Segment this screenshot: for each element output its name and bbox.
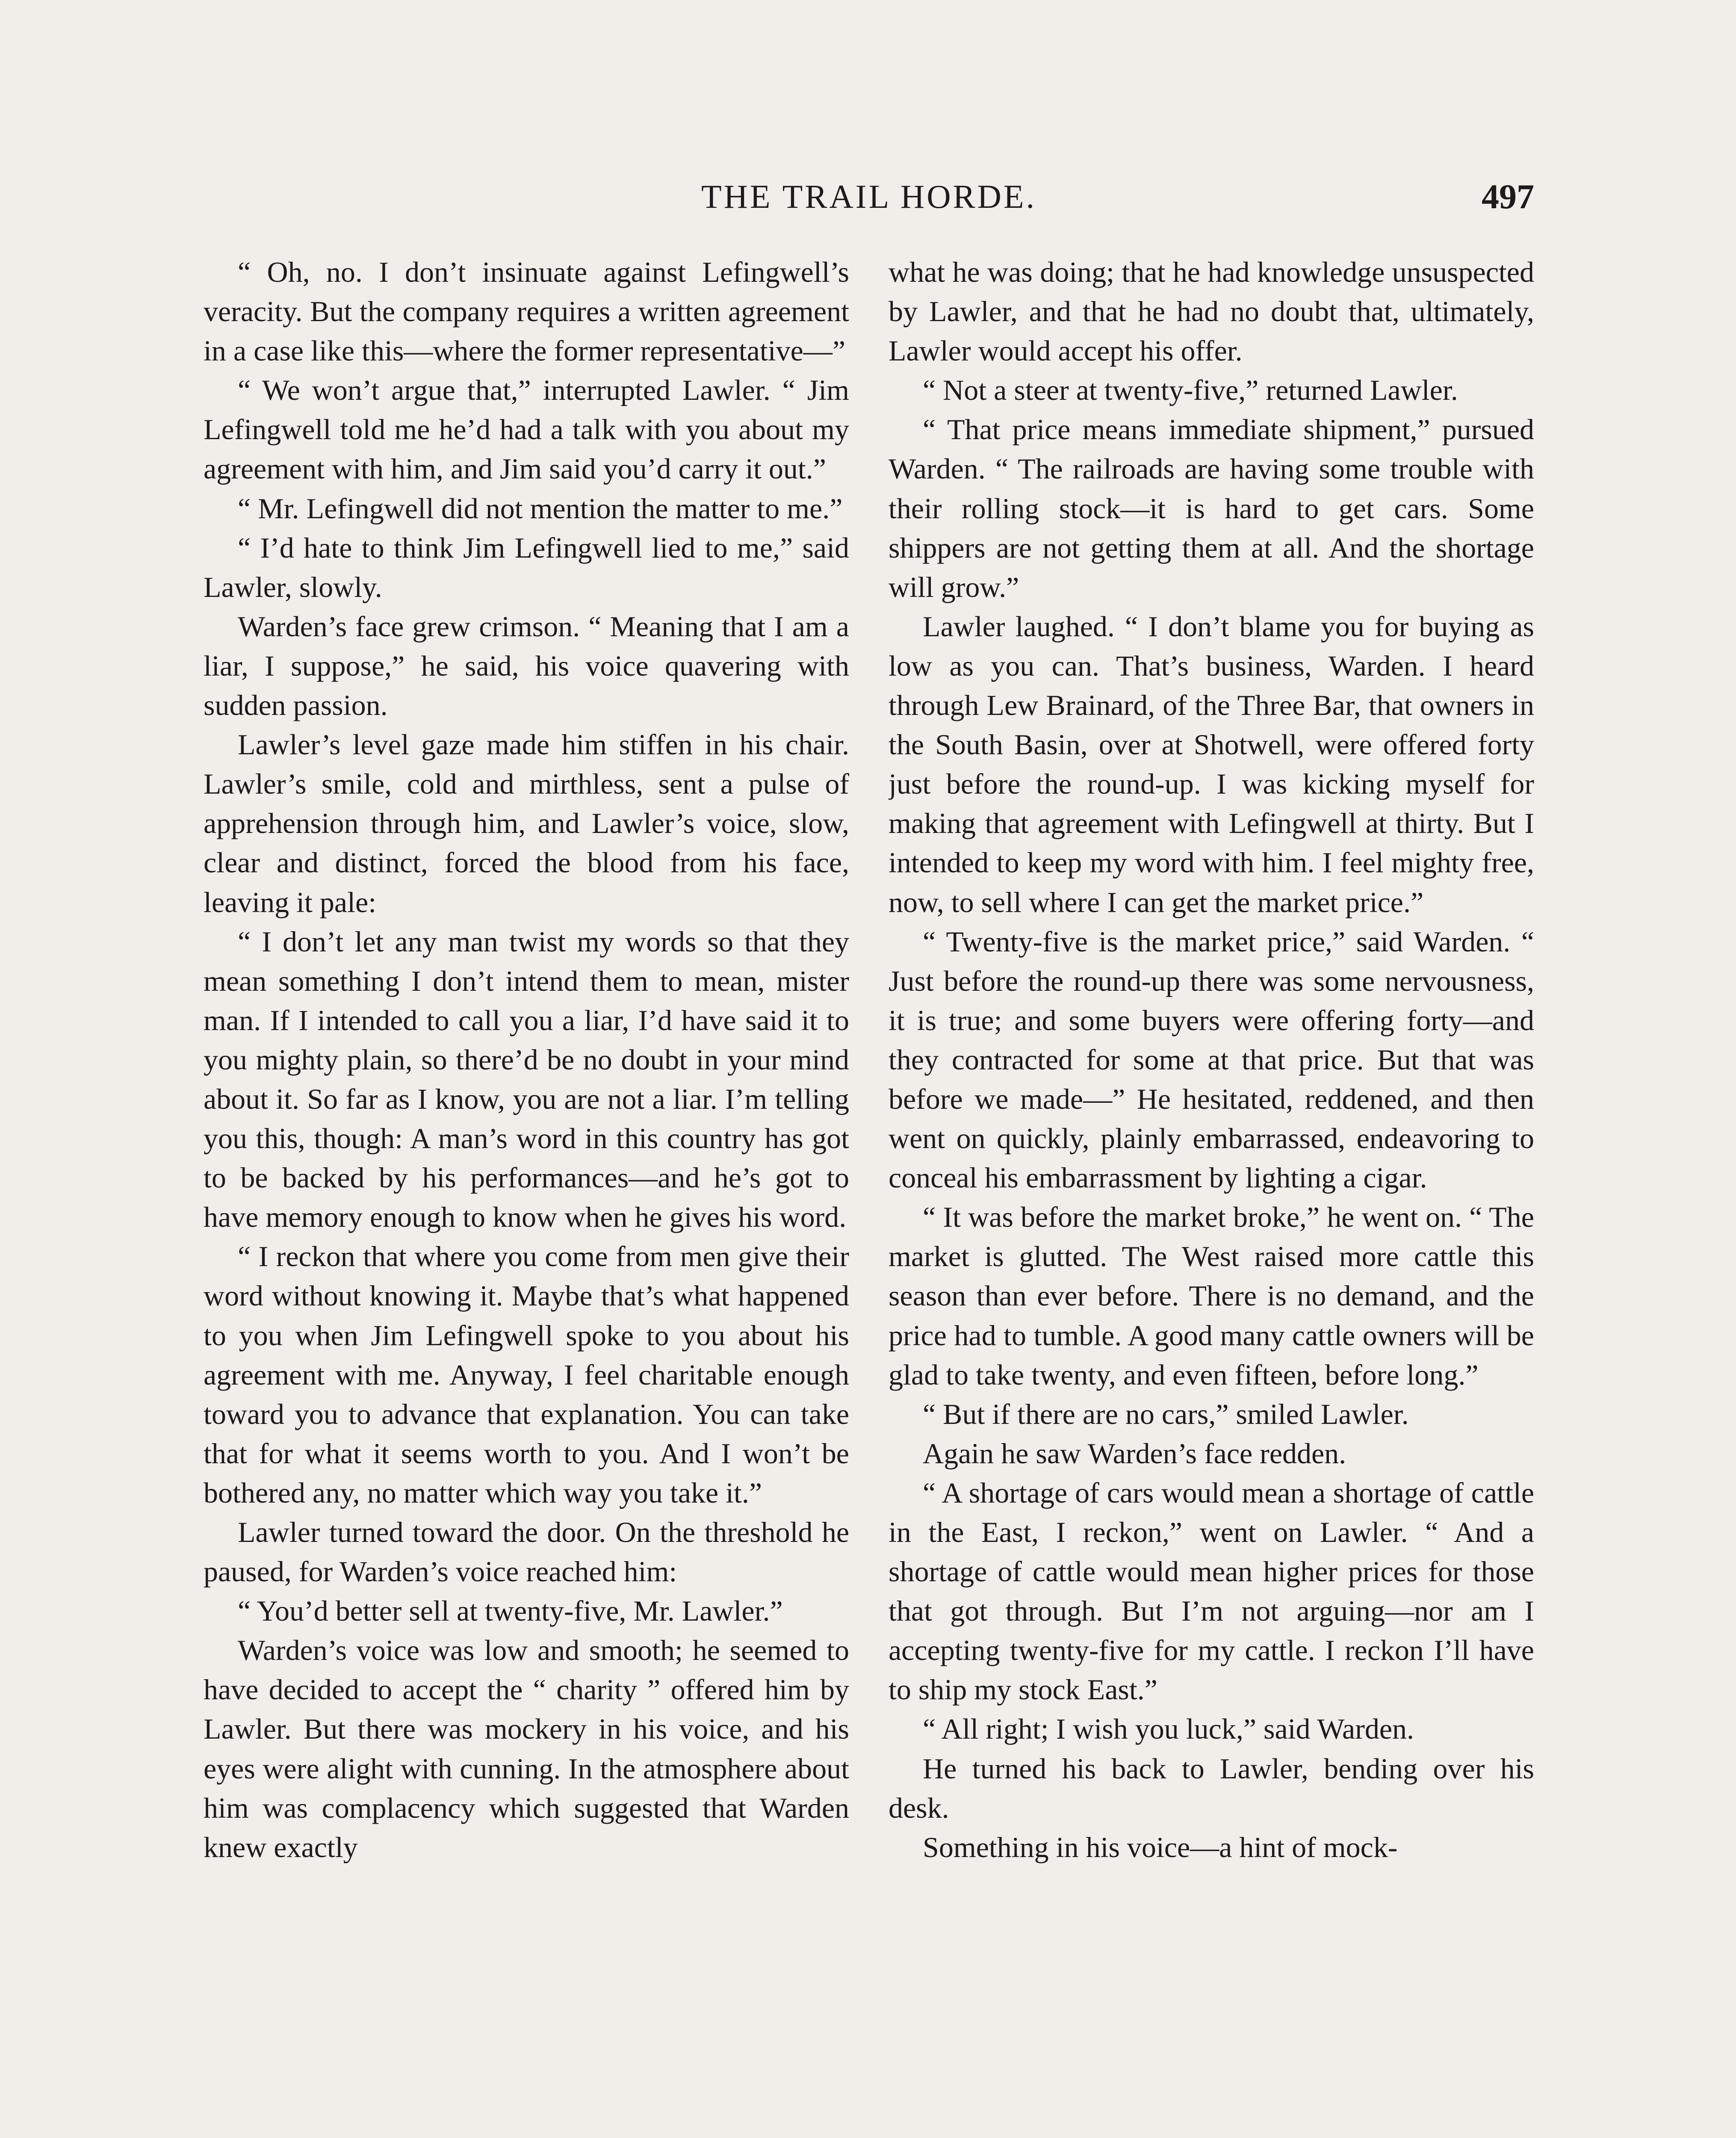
paragraph: “ I reckon that where you come from men give their word without knowing it. Maybe that’s what happened to you when Jim Lefingwell spoke to you about his agreement with me. Anyway, I feel charitable enough toward you to advance that explanation. You can take that for what it seems worth to you. And I won’t be bothered any, no matter which way you take it.” [204,1240,849,1509]
paragraph: “ You’d better sell at twenty-five, Mr. Lawler.” [238,1595,783,1627]
continued-paragraph: what he was doing; that he had knowledge unsuspected by Lawler, and that he had no doubt that, ultimately, Lawler would accept his offer. [889,256,1534,367]
left-column [204,252,849,2138]
paragraph: Lawler turned toward the door. On the threshold he paused, for Warden’s voice reached him: [204,1516,849,1588]
running-title: THE TRAIL HORDE. [701,178,1037,215]
paragraph: “ Oh, no. I don’t insinuate against Lefingwell’s veracity. But the company requires a written agreement in a case like this—where the former representative—” [204,256,849,367]
paragraph: “ Not a steer at twenty-five,” returned Lawler. [923,374,1458,407]
paragraph: Warden’s voice was low and smooth; he seemed to have decided to accept the “ charity ” offered him by Lawler. But there was mockery in his voice, and his eyes were alight with cunning. In the atmosphere about him was complacency which suggested that Warden knew exactly [204,1634,849,1863]
paragraph: He turned his back to Lawler, bending over his desk. [889,1752,1534,1824]
paragraph: “ It was before the market broke,” he went on. “ The market is glutted. The West raised more cattle this season than ever before. There is no demand, and the price had to tumble. A good many cattle owners will be glad to take twenty, and even fifteen, before long.” [889,1201,1534,1391]
paragraph: Warden’s face grew crimson. “ Meaning that I am a liar, I suppose,” he said, his voice quavering with sudden passion. [204,610,849,722]
paragraph: “ That price means immediate shipment,” pursued Warden. “ The railroads are having some trouble with their rolling stock—it is hard to get cars. Some shippers are not getting them at all. And the shortage will grow.” [889,413,1534,603]
paragraph: “ But if there are no cars,” smiled Lawler. [923,1397,1409,1430]
paragraph: “ I’d hate to think Jim Lefingwell lied to me,” said Lawler, slowly. [204,531,849,603]
paragraph: “ A shortage of cars would mean a shortage of cattle in the East, I reckon,” went on Lawler. “ And a shortage of cattle would mean higher prices for those that got through. But I’m not arguing—nor am I accepting twenty-five for my cattle. I reckon I’ll have to ship my stock East.” [889,1476,1534,1706]
paragraph: “ Mr. Lefingwell did not mention the matter to me.” [238,492,843,525]
paragraph: Again he saw Warden’s face redden. [923,1437,1346,1470]
paragraph: “ Twenty-five is the market price,” said Warden. “ Just before the round-up there was some nervousness, it is true; and some buyers were offering forty—and they contracted for some at that price. But that was before we made—” He hesitated, reddened, and then went on quickly, plainly embarrassed, endeavoring to conceal his embarrassment by lighting a cigar. [889,925,1534,1194]
paragraph: “ I don’t let any man twist my words so that they mean something I don’t intend them to mean, mister man. If I intended to call you a liar, I’d have said it to you mighty plain, so there’d be no doubt in your mind about it. So far as I know, you are not a liar. I’m telling you this, though: A man’s word in this country has got to be backed by his performances—and he’s got to have memory enough to know when he gives his word. [204,925,849,1234]
paragraph: Lawler laughed. “ I don’t blame you for buying as low as you can. That’s business, Warden. I heard through Lew Brainard, of the Three Bar, that owners in the South Basin, over at Shotwell, were offered forty just before the round-up. I was kicking myself for making that agreement with Lefingwell at thirty. But I intended to keep my word with him. I feel mighty free, now, to sell where I can get the market price.” [889,610,1534,918]
paragraph: Lawler’s level gaze made him stiffen in his chair. Lawler’s smile, cold and mirthless, sent a pulse of apprehension through him, and Lawler’s voice, slow, clear and distinct, forced the blood from his face, leaving it pale: [204,728,849,918]
paragraph: Something in his voice—a hint of mock- [923,1831,1398,1863]
right-column [889,252,1534,2138]
paragraph: “ We won’t argue that,” interrupted Lawler. “ Jim Lefingwell told me he’d had a talk with you about my agreement with him, and Jim said you’d carry it out.” [204,374,849,485]
page-number: 497 [1482,177,1534,216]
page-header [204,175,1534,218]
paragraph: “ All right; I wish you luck,” said Warden. [923,1713,1414,1745]
